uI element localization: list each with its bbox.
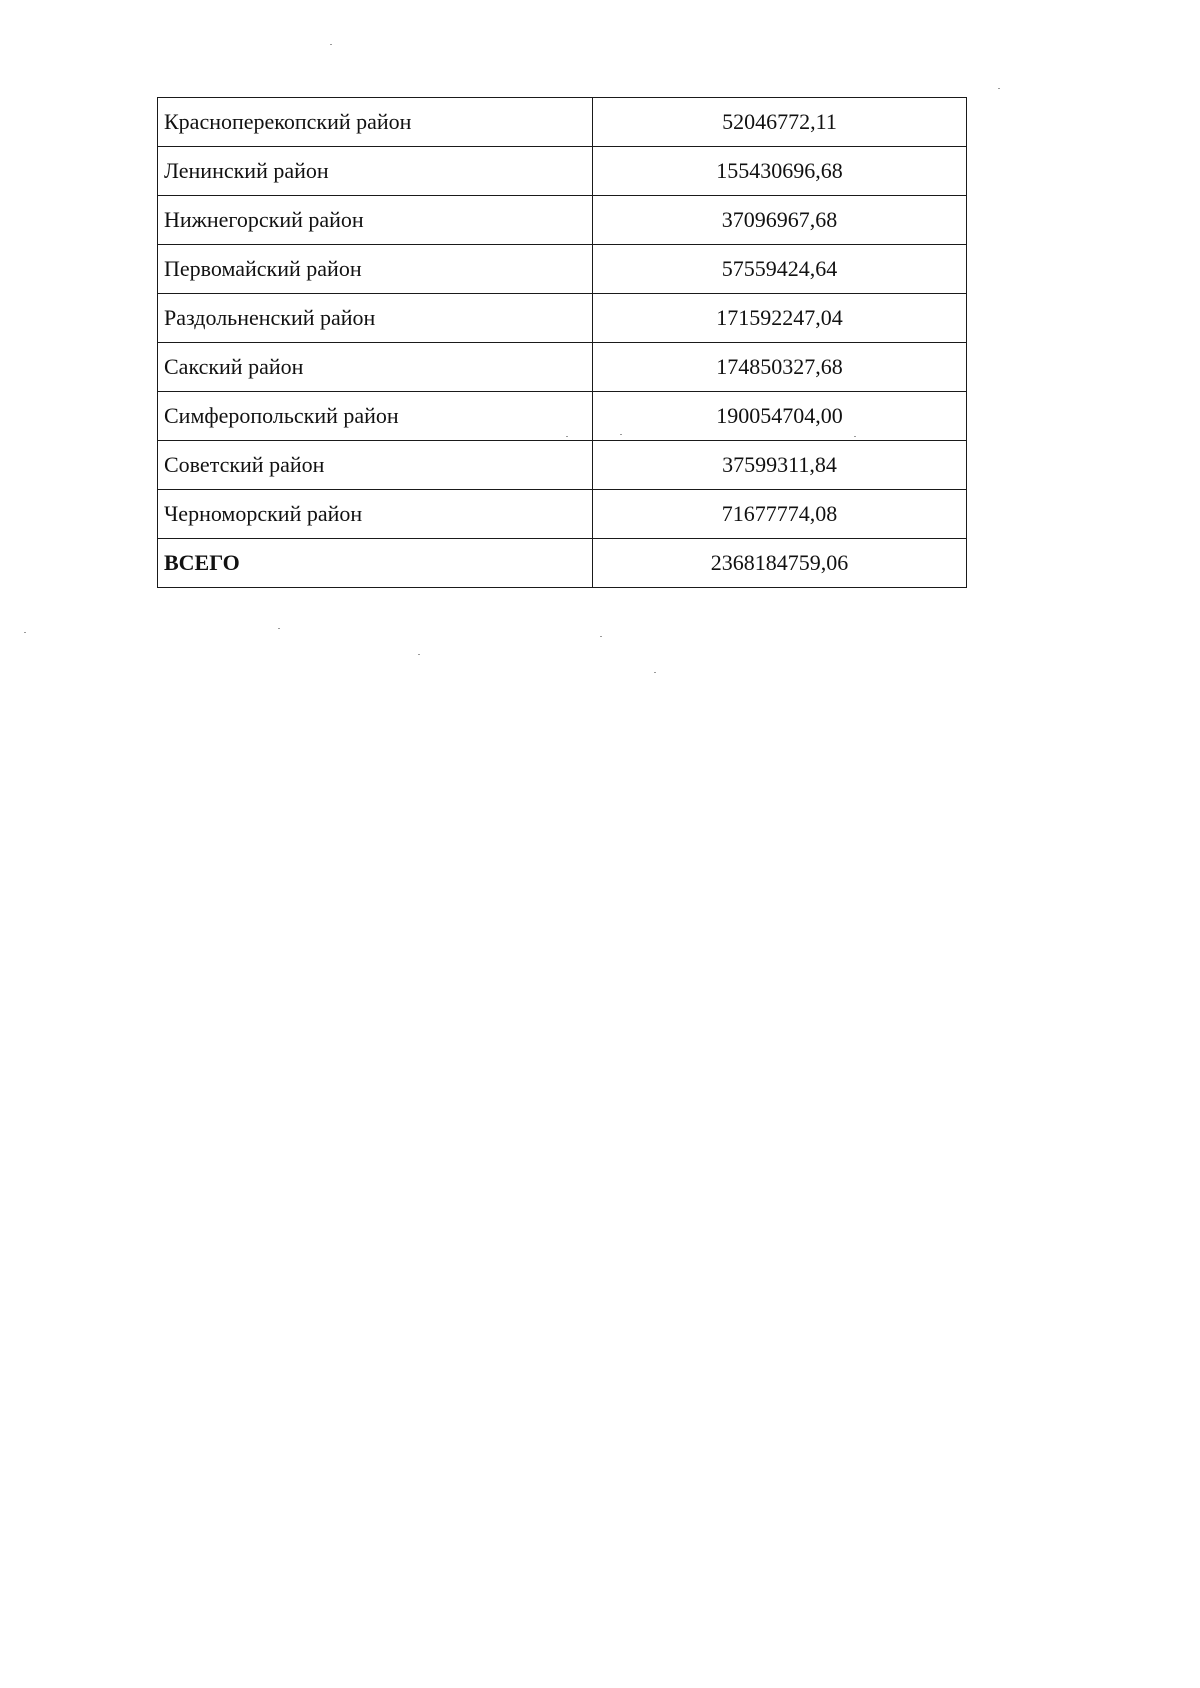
district-amount: 52046772,11 xyxy=(593,98,967,147)
total-amount: 2368184759,06 xyxy=(593,539,967,588)
district-name: Черноморский район xyxy=(158,490,593,539)
table-row xyxy=(158,392,967,441)
district-name: Симферопольский район xyxy=(158,392,593,441)
district-amounts-table xyxy=(157,97,967,588)
scan-speck xyxy=(418,654,420,655)
scan-speck xyxy=(566,436,568,437)
district-amount: 171592247,04 xyxy=(593,294,967,343)
scan-speck xyxy=(330,44,332,45)
table-row xyxy=(158,294,967,343)
district-name: Нижнегорский район xyxy=(158,196,593,245)
district-name: Красноперекопский район xyxy=(158,98,593,147)
district-amount: 37599311,84 xyxy=(593,441,967,490)
scan-speck xyxy=(854,436,856,437)
table-row xyxy=(158,196,967,245)
scan-speck xyxy=(600,636,602,637)
district-name: Раздольненский район xyxy=(158,294,593,343)
table-row xyxy=(158,245,967,294)
district-name: Сакский район xyxy=(158,343,593,392)
district-amount: 71677774,08 xyxy=(593,490,967,539)
scan-speck xyxy=(24,632,26,633)
table-row xyxy=(158,490,967,539)
scan-speck xyxy=(998,88,1000,89)
district-name: Ленинский район xyxy=(158,147,593,196)
district-amount: 57559424,64 xyxy=(593,245,967,294)
total-label: ВСЕГО xyxy=(158,539,593,588)
table-row xyxy=(158,147,967,196)
district-amount: 37096967,68 xyxy=(593,196,967,245)
scan-speck xyxy=(620,434,622,435)
district-amount: 174850327,68 xyxy=(593,343,967,392)
district-name: Первомайский район xyxy=(158,245,593,294)
table-row xyxy=(158,441,967,490)
total-row xyxy=(158,539,967,588)
scan-speck xyxy=(654,672,656,673)
district-amount: 155430696,68 xyxy=(593,147,967,196)
table-row xyxy=(158,343,967,392)
scan-speck xyxy=(278,628,280,629)
district-name: Советский район xyxy=(158,441,593,490)
table-row xyxy=(158,98,967,147)
district-amount: 190054704,00 xyxy=(593,392,967,441)
